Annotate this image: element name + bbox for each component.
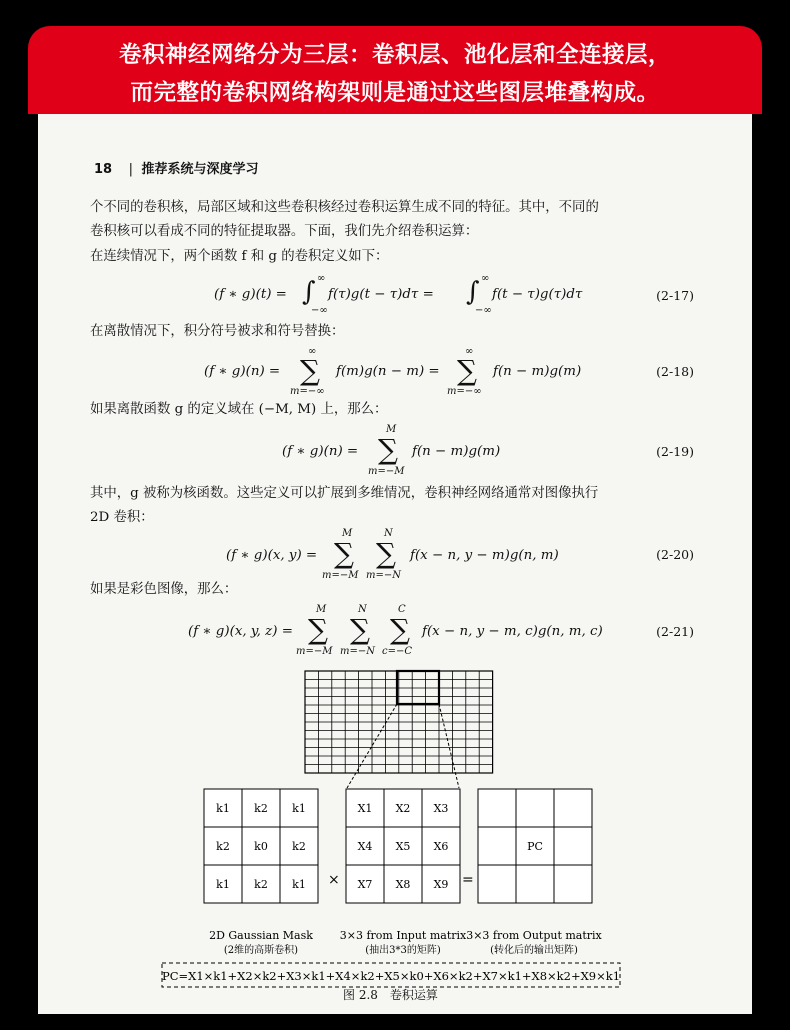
sum-sign: ∑ [376, 537, 396, 570]
equation-2-20 [226, 528, 586, 580]
mask-cell: k0 [254, 840, 268, 853]
mask-cell: k2 [216, 840, 230, 853]
mask-cell: k2 [292, 840, 306, 853]
sum-lower: c=−C [382, 646, 413, 657]
sum-sign: ∑ [457, 354, 477, 387]
equation-number: (2-19) [656, 444, 694, 459]
input-image-grid [305, 671, 493, 773]
banner-line-2: 而完整的卷积网络构架则是通过这些图层堆叠构成。 [130, 80, 660, 106]
integral-sign: ∫ [302, 277, 316, 307]
equals-sign: = [462, 872, 474, 888]
sum-upper: C [398, 604, 406, 615]
eq-rhs: f(n − m)g(m) [412, 444, 501, 459]
eq-lhs: (f ∗ g)(n) = [282, 444, 359, 459]
eq-mid: f(τ)g(t − τ)dτ = [328, 287, 434, 302]
sum-sign: ∑ [334, 537, 354, 570]
sum-sign: ∑ [378, 433, 398, 466]
equation-number: (2-21) [656, 624, 694, 639]
sum-lower: m=−∞ [447, 386, 482, 397]
sum-upper: M [342, 528, 353, 539]
input-cell: X4 [357, 840, 373, 853]
input-cell: X1 [357, 802, 373, 815]
paragraph-line: 个不同的卷积核，局部区域和这些卷积核经过卷积运算生成不同的特征。其中，不同的 [90, 200, 599, 215]
sum-sign: ∑ [308, 613, 328, 646]
eq-rhs: f(n − m)g(m) [493, 364, 582, 379]
sum-lower: m=−∞ [290, 386, 325, 397]
eq-lhs: (f ∗ g)(t) = [214, 287, 287, 302]
book-page [38, 114, 752, 1014]
mask-cell: k2 [254, 878, 268, 891]
input-cell: X3 [433, 802, 449, 815]
eq-rhs: f(x − n, y − m, c)g(n, m, c) [422, 624, 603, 639]
eq-lhs: (f ∗ g)(x, y, z) = [188, 624, 293, 639]
page-number: 18 [94, 162, 113, 177]
sum-lower: m=−M [296, 646, 333, 657]
output-sublabel: (转化后的输出矩阵) [490, 945, 578, 956]
sum-upper: N [384, 528, 393, 539]
kernel-window-highlight [397, 671, 439, 704]
output-matrix-grid [478, 789, 592, 903]
eq-lhs: (f ∗ g)(x, y) = [226, 548, 318, 563]
sum-upper: ∞ [308, 346, 317, 357]
banner-line-1: 卷积神经网络分为三层：卷积层、池化层和全连接层， [118, 42, 671, 68]
sum-lower: m=−M [322, 570, 359, 581]
paragraph-line: 如果是彩色图像，那么： [90, 582, 238, 597]
input-cell: X6 [433, 840, 449, 853]
equation-2-21 [188, 604, 648, 658]
figure-caption: 图 2.8 卷积运算 [343, 988, 438, 1002]
paragraph-line: 2D 卷积： [90, 510, 154, 525]
integral-sign: ∫ [466, 277, 480, 307]
input-cell: X2 [395, 802, 411, 815]
equation-number: (2-20) [656, 547, 694, 562]
promo-banner [28, 26, 762, 114]
input-cell: X5 [395, 840, 411, 853]
output-label: 3×3 from Output matrix [466, 929, 602, 942]
integral-lower: −∞ [475, 305, 492, 316]
sum-lower: m=−M [368, 466, 405, 477]
mask-cell: k2 [254, 802, 268, 815]
sum-upper: M [386, 424, 397, 435]
input-matrix-grid [346, 789, 460, 903]
paragraph-line: 在连续情况下，两个函数 f 和 g 的卷积定义如下： [90, 249, 389, 264]
mask-cell: k1 [292, 802, 306, 815]
paragraph-line: 如果离散函数 g 的定义域在 (−M, M) 上，那么： [90, 402, 388, 417]
sum-sign: ∑ [350, 613, 370, 646]
integral-upper: ∞ [481, 273, 490, 284]
eq-mid: f(m)g(n − m) = [336, 364, 440, 379]
sum-upper: M [316, 604, 327, 615]
sum-upper: ∞ [465, 346, 474, 357]
equation-2-18 [204, 346, 654, 396]
mask-cell: k1 [216, 878, 230, 891]
times-sign: × [328, 872, 340, 888]
gaussian-mask-grid [204, 789, 318, 903]
sum-lower: m=−N [366, 570, 401, 581]
input-cell: X7 [357, 878, 373, 891]
equation-2-19 [282, 424, 552, 476]
paragraph-line: 其中，g 被称为核函数。这些定义可以扩展到多维情况，卷积神经网络通常对图像执行 [90, 486, 599, 501]
eq-rhs: f(t − τ)g(τ)dτ [492, 287, 583, 302]
input-cell: X8 [395, 878, 411, 891]
page-header [94, 158, 259, 177]
mask-label: 2D Gaussian Mask [209, 929, 313, 942]
output-cell: PC [527, 840, 543, 853]
mask-cell: k1 [292, 878, 306, 891]
sum-upper: N [358, 604, 367, 615]
header-separator: | [128, 162, 134, 177]
sum-sign: ∑ [390, 613, 410, 646]
eq-rhs: f(x − n, y − m)g(n, m) [410, 548, 559, 563]
sum-lower: m=−N [340, 646, 375, 657]
sum-sign: ∑ [300, 354, 320, 387]
integral-upper: ∞ [317, 273, 326, 284]
formula-text: PC=X1×k1+X2×k2+X3×k1+X4×k2+X5×k0+X6×k2+X7×k1+X8×k2+X9×k1 [161, 969, 621, 983]
paragraph-line: 在离散情况下，积分符号被求和符号替换： [90, 324, 345, 339]
convolution-figure [38, 664, 752, 1014]
projection-line-right [439, 704, 459, 788]
eq-lhs: (f ∗ g)(n) = [204, 364, 281, 379]
paragraph-line: 卷积核可以看成不同的特征提取器。下面，我们先介绍卷积运算： [90, 224, 479, 239]
mask-sublabel: (2维的高斯卷积) [223, 945, 299, 956]
equation-number: (2-18) [656, 364, 694, 379]
integral-lower: −∞ [311, 305, 328, 316]
mask-cell: k1 [216, 802, 230, 815]
book-title: 推荐系统与深度学习 [141, 162, 259, 177]
input-cell: X9 [433, 878, 449, 891]
equation-number: (2-17) [656, 288, 694, 303]
input-sublabel: (抽出3*3的矩阵) [365, 945, 441, 956]
input-label: 3×3 from Input matrix [339, 929, 467, 942]
equation-2-17 [214, 273, 696, 316]
